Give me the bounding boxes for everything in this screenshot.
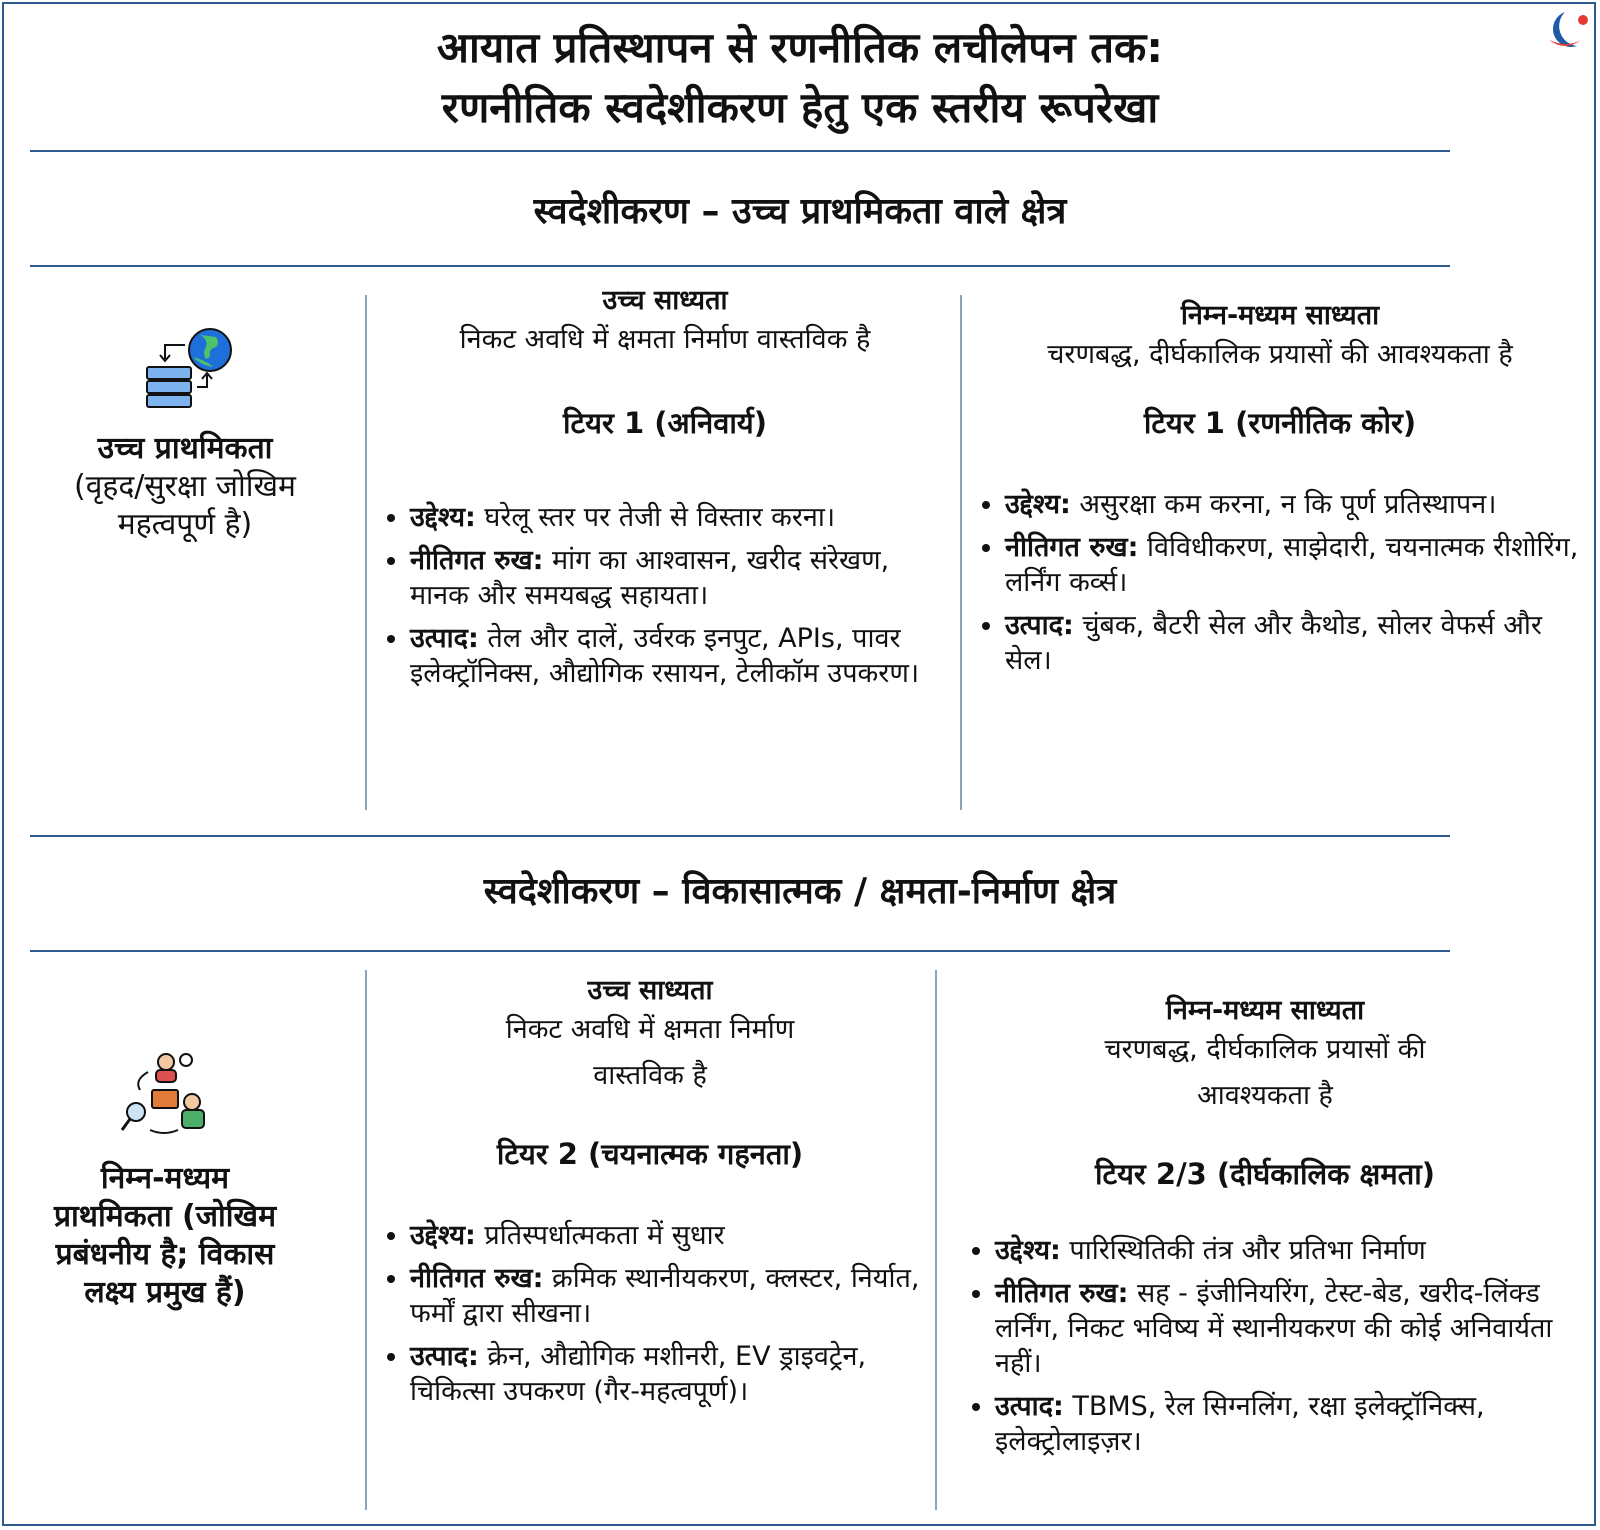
bullet-text: सह - इंजीनियरिंग, टेस्ट-बेड, खरीद-लिंक्ड लर्निंग, निकट भविष्य में स्थानीयकरण की कोई अनिवार्यता नहीं।	[995, 1278, 1553, 1379]
bullet-text: तेल और दालें, उर्वरक इनपुट, APIs, पावर इलेक्ट्रॉनिक्स, औद्योगिक रसायन, टेलीकॉम उपकरण।	[410, 623, 920, 689]
column-subtitle: चरणबद्ध, दीर्घकालिक प्रयासों की आवश्यकता है	[1047, 339, 1513, 370]
bullet-key: नीतिगत रुख:	[410, 545, 544, 576]
priority-title: निम्न-मध्यम प्राथमिकता (जोखिम प्रबंधनीय है; विकास लक्ष्य प्रमुख हैं)	[53, 1161, 277, 1310]
list-item	[410, 1339, 920, 1409]
list-item	[1005, 487, 1580, 522]
list-item	[995, 1276, 1575, 1381]
tier-label: टियर 1 (रणनीतिक कोर)	[1143, 406, 1417, 440]
column-heading: उच्च साध्यता	[587, 975, 713, 1006]
bullet-key: उद्देश्य:	[410, 1220, 476, 1251]
bullet-text: चुंबक, बैटरी सेल और कैथोड, सोलर वेफर्स और सेल।	[1005, 610, 1542, 676]
list-item	[410, 1218, 920, 1253]
bullet-text: पारिस्थितिकी तंत्र और प्रतिभा निर्माण	[1060, 1235, 1426, 1266]
list-item	[410, 621, 950, 691]
list-item	[995, 1233, 1575, 1268]
list-item	[1005, 608, 1580, 678]
list-item	[410, 1261, 920, 1331]
title-line-2: रणनीतिक स्वदेशीकरण हेतु एक स्तरीय रूपरेखा	[441, 83, 1159, 132]
s1-high-feasibility	[380, 280, 950, 699]
column-heading: निम्न-मध्यम साध्यता	[1165, 995, 1365, 1026]
list-item	[1005, 530, 1580, 600]
bullet-key: उद्देश्य:	[1005, 489, 1071, 520]
column-subtitle: निकट अवधि में क्षमता निर्माण वास्तविक है	[505, 1014, 795, 1091]
section-2-heading: स्वदेशीकरण – विकासात्मक / क्षमता-निर्माण क्षेत्र	[483, 871, 1117, 912]
s1-low-feasibility	[975, 295, 1585, 686]
column-divider	[365, 970, 367, 1510]
bullet-key: उत्पाद:	[1005, 610, 1074, 641]
bullet-list	[975, 487, 1580, 678]
bullet-key: उत्पाद:	[410, 623, 479, 654]
column-heading: निम्न-मध्यम साध्यता	[1180, 300, 1380, 331]
bullet-key: उत्पाद:	[410, 1341, 479, 1372]
divider	[30, 265, 1450, 267]
bullet-key: उद्देश्य:	[995, 1235, 1061, 1266]
priority-label-high	[30, 430, 340, 544]
title-line-1: आयात प्रतिस्थापन से रणनीतिक लचीलेपन तक:	[436, 23, 1164, 72]
bullet-key: उत्पाद:	[995, 1391, 1064, 1422]
divider	[30, 950, 1450, 952]
list-item	[410, 543, 950, 613]
divider	[30, 150, 1450, 152]
bullet-list	[380, 500, 950, 691]
bullet-list	[955, 1233, 1575, 1459]
column-divider	[935, 970, 937, 1510]
bullet-key: उद्देश्य:	[410, 502, 476, 533]
column-heading: उच्च साध्यता	[602, 285, 728, 316]
section-1-heading: स्वदेशीकरण – उच्च प्राथमिकता वाले क्षेत्र	[533, 191, 1067, 232]
bullet-text: प्रतिस्पर्धात्मकता में सुधार	[475, 1220, 725, 1251]
bullet-text: TBMS, रेल सिग्नलिंग, रक्षा इलेक्ट्रॉनिक्स, इलेक्ट्रोलाइज़र।	[995, 1391, 1485, 1457]
s2-low-feasibility	[955, 990, 1575, 1467]
tier-label: टियर 2/3 (दीर्घकालिक क्षमता)	[1094, 1157, 1435, 1191]
tier-label: टियर 2 (चयनात्मक गहनता)	[496, 1137, 804, 1171]
tier-label: टियर 1 (अनिवार्य)	[563, 406, 767, 440]
list-item	[995, 1389, 1575, 1459]
bullet-text: क्रेन, औद्योगिक मशीनरी, EV ड्राइवट्रेन, चिकित्सा उपकरण (गैर-महत्वपूर्ण)।	[410, 1341, 867, 1407]
list-item	[410, 500, 950, 535]
divider	[30, 835, 1450, 837]
page-title	[0, 18, 1600, 138]
bullet-text: क्रमिक स्थानीयकरण, क्लस्टर, निर्यात, फर्मों द्वारा सीखना।	[410, 1263, 920, 1329]
s2-high-feasibility	[380, 970, 920, 1417]
bullet-text: विविधीकरण, साझेदारी, चयनात्मक रीशोरिंग, लर्निंग कर्व्स।	[1005, 532, 1579, 598]
column-divider	[365, 295, 367, 810]
bullet-key: नीतिगत रुख:	[995, 1278, 1129, 1309]
bullet-text: असुरक्षा कम करना, न कि पूर्ण प्रतिस्थापन।	[1070, 489, 1497, 520]
bullet-key: नीतिगत रुख:	[1005, 532, 1139, 563]
priority-desc: (वृहद/सुरक्षा जोखिम महत्वपूर्ण है)	[74, 469, 296, 542]
column-subtitle: निकट अवधि में क्षमता निर्माण वास्तविक है	[459, 324, 871, 355]
priority-label-low-medium	[40, 1160, 290, 1312]
bullet-key: नीतिगत रुख:	[410, 1263, 544, 1294]
server-globe-icon	[145, 325, 237, 415]
column-divider	[960, 295, 962, 810]
bullet-text: घरेलू स्तर पर तेजी से विस्तार करना।	[475, 502, 836, 533]
bullet-list	[380, 1218, 920, 1409]
bullet-text: मांग का आश्वासन, खरीद संरेखण, मानक और समयबद्ध सहायता।	[410, 545, 890, 611]
column-subtitle: चरणबद्ध, दीर्घकालिक प्रयासों की आवश्यकता है	[1104, 1034, 1426, 1111]
team-cycle-icon	[120, 1050, 215, 1140]
priority-title: उच्च प्राथमिकता	[97, 431, 273, 466]
